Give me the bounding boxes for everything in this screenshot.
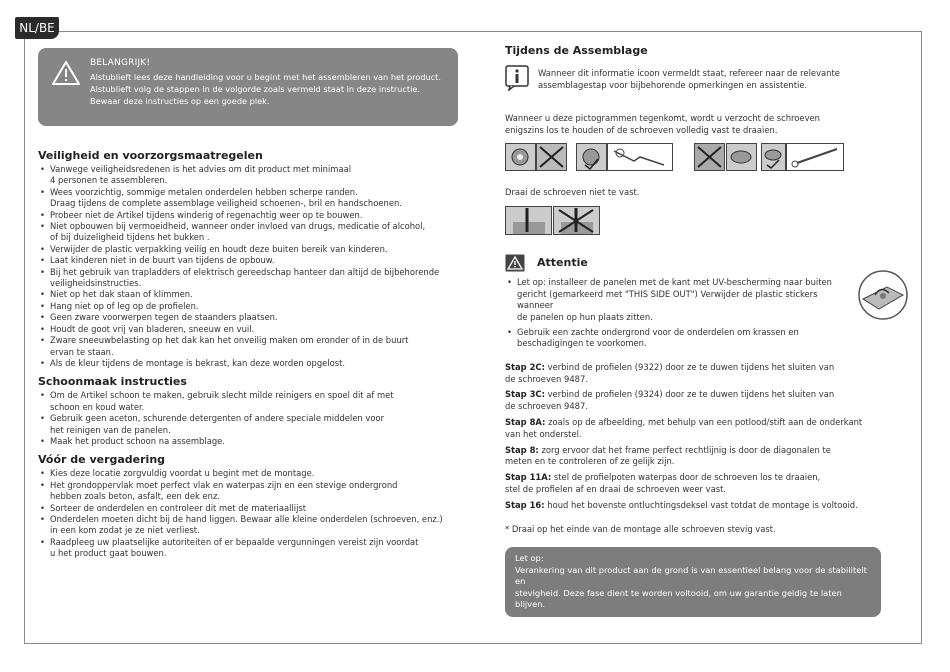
screwdriver-pictogram bbox=[761, 143, 845, 171]
important-warning-box bbox=[38, 48, 458, 126]
before-list bbox=[38, 468, 458, 559]
attention-icon bbox=[505, 254, 525, 272]
assembly-step: Stap 11A: stel de profielpoten waterpas door de schroeven los te draaien, stel de profielen af en draai de schroeven weer vast. bbox=[505, 472, 821, 494]
warning-line: Bewaar deze instructies op een goede plek. bbox=[90, 96, 270, 106]
pictogram-text: Wanneer u deze pictogrammen tegenkomt, wordt u verzocht de schroeven bbox=[505, 113, 820, 123]
attention-heading: Attentie bbox=[537, 256, 588, 270]
assembly-step: Stap 8A: zoals op de afbeelding, met behulp van een potlood/stift aan de onderkant van het onderstel. bbox=[505, 417, 863, 439]
assembly-step: Stap 2C: verbind de profielen (9322) door ze te duwen tijdens het sluiten van de schroeven 9487. bbox=[505, 361, 835, 384]
note-text: stevigheid. Deze fase dient te worden voltooid, om uw garantie geldig te laten blijven. bbox=[515, 587, 842, 610]
info-text: assemblagestap voor bijbehorende opmerkingen en assistentie. bbox=[538, 79, 808, 90]
list-item: • Om de Artikel schoon te maken, gebruik slecht milde reinigers en spoel dit af met schoon en koud water. bbox=[38, 390, 458, 413]
cleaning-list bbox=[38, 390, 458, 447]
attention-item: • Gebruik een zachte ondergrond voor de onderdelen om krassen en beschadigingen te voorkomen. bbox=[505, 327, 850, 350]
screw-not-tight-pictogram bbox=[505, 206, 601, 236]
pictogram-text: enigszins los te houden of de schroeven volledig vast te draaien. bbox=[505, 124, 778, 135]
no-tighten-pictogram bbox=[694, 143, 758, 171]
list-item: • Probeer niet de Artikel tijdens winderig of regenachtig weer op te bouwen. bbox=[38, 210, 458, 221]
list-item: • Hang niet op of leg op de profielen. bbox=[38, 301, 458, 312]
pictogram-row bbox=[505, 143, 890, 173]
list-item: • Laat kinderen niet in de buurt van tijdens de opbouw. bbox=[38, 255, 458, 266]
before-assembly-heading: Vóór de vergadering bbox=[38, 453, 166, 467]
assembly-step: Stap 16: houd het bovenste ontluchtingsdeksel vast totdat de montage is voltooid. bbox=[505, 499, 858, 510]
note-text: Verankering van dit product aan de grond is van essentieel belang voor de stabiliteit en bbox=[515, 564, 867, 587]
warning-title: BELANGRIJK! bbox=[90, 58, 151, 68]
uv-panel-sticker-illustration bbox=[857, 269, 909, 321]
attention-list bbox=[505, 277, 850, 349]
list-item: • Raadpleeg uw plaatselijke autoriteiten of er bepaalde vergunningen vereist zijn voordat u het product gaat bouwen. bbox=[38, 537, 458, 560]
list-item: • Kies deze locatie zorgvuldig voordat u begint met de montage. bbox=[38, 468, 458, 479]
info-icon bbox=[505, 65, 529, 91]
note-title: Let op: bbox=[515, 553, 544, 564]
assembly-heading: Tijdens de Assemblage bbox=[505, 44, 648, 57]
list-item: • Het grondoppervlak moet perfect vlak en waterpas zijn en een stevige ondergrond hebben zoals beton, asfalt, een dek enz. bbox=[38, 480, 458, 503]
list-item: • Maak het product schoon na assemblage. bbox=[38, 436, 458, 447]
list-item: • Verwijder de plastic verpakking veilig en houdt deze buiten bereik van kinderen. bbox=[38, 244, 458, 255]
left-column bbox=[38, 48, 458, 560]
list-item: • Gebruik geen aceton, schurende detergenten of andere speciale middelen voor het reinigen van de panelen. bbox=[38, 413, 458, 436]
loose-screw-pictogram bbox=[505, 143, 567, 171]
list-item: • Niet op het dak staan of klimmen. bbox=[38, 289, 458, 300]
list-item: • Als de kleur tijdens de montage is bekrast, kan deze worden opgelost. bbox=[38, 358, 458, 369]
list-item: • Wees voorzichtig, sommige metalen onderdelen hebben scherpe randen. Draag tijdens de complete assemblage veiligheid schoenen-, bril en handschoenen. bbox=[38, 187, 458, 210]
list-item: • Houdt de goot vrij van bladeren, sneeuw en vuil. bbox=[38, 324, 458, 335]
assembly-step: Stap 3C: verbind de profielen (9324) door ze te duwen tijdens het sluiten van de schroeven 9487. bbox=[505, 389, 835, 412]
safety-list bbox=[38, 164, 458, 369]
not-tight-text: Draai de schroeven niet te vast. bbox=[505, 186, 640, 197]
list-item: • Onderdelen moeten dicht bij de hand liggen. Bewaar alle kleine onderdelen (schroeven, enz.) in een kom zodat je ze niet verliest. bbox=[38, 514, 458, 537]
assembly-step: Stap 8: zorg ervoor dat het frame perfect rechtlijnig is door de diagonalen te meten en te controleren of ze gelijk zijn. bbox=[505, 444, 831, 467]
anchoring-note-box bbox=[505, 547, 881, 617]
list-item: • Bij het gebruik van trapladders of elektrisch gereedschap hanteer dan altijd de bijbehorende veiligheidsinstructies. bbox=[38, 267, 458, 290]
right-column bbox=[505, 44, 890, 617]
list-item: • Zware sneeuwbelasting op het dak kan het onveilig maken om eronder of in de buurt ervan te staan. bbox=[38, 335, 458, 358]
safety-heading: Veiligheid en voorzorgsmaatregelen bbox=[38, 149, 263, 162]
final-note: * Draai op het einde van de montage alle schroeven stevig vast. bbox=[505, 523, 776, 534]
steps-list bbox=[505, 362, 890, 512]
warning-line: Alstublieft lees deze handleiding voor u begint met het assembleren van het product. bbox=[90, 72, 441, 82]
attention-item: • Let op: installeer de panelen met de kant met UV-bescherming naar buiten gericht (gemarkeerd met "THIS SIDE OUT") Verwijder de plastic stickers wanneer de panelen op hun plaats zitten. bbox=[505, 277, 850, 323]
list-item: • Geen zware voorwerpen tegen de staanders plaatsen. bbox=[38, 312, 458, 323]
warning-line: Alstublieft volg de stappen in de volgorde zoals vermeld staat in deze instructie. bbox=[90, 84, 420, 94]
info-text: Wanneer dit informatie icoon vermeldt staat, refereer naar de relevante bbox=[538, 68, 840, 78]
list-item: • Niet opbouwen bij vermoeidheid, wanneer onder invloed van drugs, medicatie of alcohol, of bij duizeligheid tijdens het bukken . bbox=[38, 221, 458, 244]
tighten-screw-pictogram bbox=[576, 143, 674, 171]
language-tab: NL/BE bbox=[15, 17, 59, 39]
list-item: • Sorteer de onderdelen en controleer dit met de materiaallijst bbox=[38, 503, 458, 514]
cleaning-heading: Schoonmaak instructies bbox=[38, 375, 187, 389]
list-item: • Vanwege veiligheidsredenen is het advies om dit product met minimaal 4 personen te assembleren. bbox=[38, 164, 458, 187]
warning-icon bbox=[51, 60, 81, 86]
